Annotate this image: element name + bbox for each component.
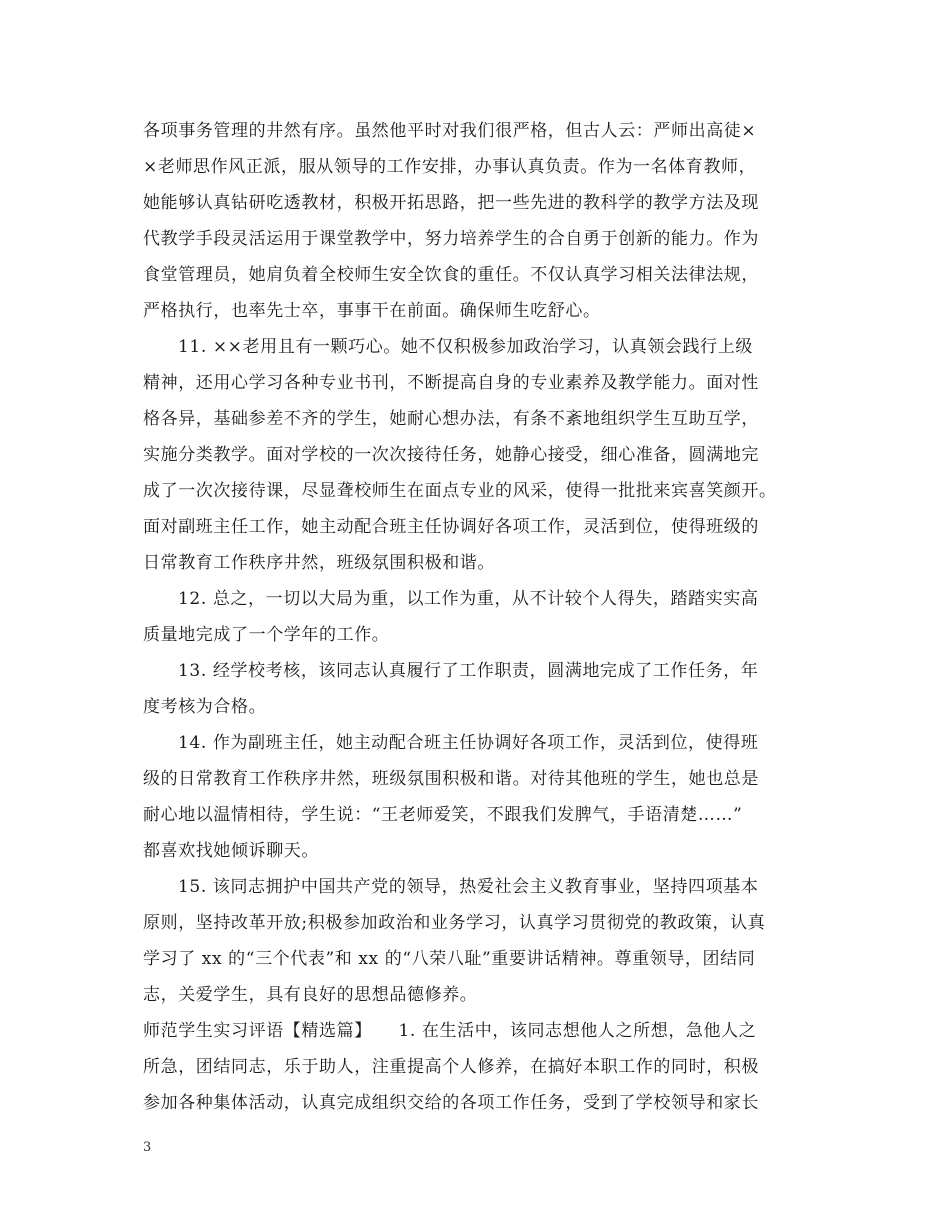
- text-line: 质量地完成了一个学年的工作。: [143, 625, 390, 645]
- text-line: 代教学手段灵活运用于课堂教学中，努力培养学生的合自勇于创新的能力。作为: [143, 229, 759, 249]
- paragraph-13-start: 13. 经学校考核，该同志认真履行了工作职责，圆满地完成了工作任务，年: [178, 661, 759, 681]
- paragraph-11-start: 11. ××老用且有一颗巧心。她不仅积极参加政治学习，认真领会践行上级: [178, 337, 753, 357]
- text-line: 志，关爱学生，具有良好的思想品德修养。: [143, 985, 478, 1005]
- text-line: 各项事务管理的井然有序。虽然他平时对我们很严格，但古人云：严师出高徒×: [143, 121, 757, 141]
- text-line: 度考核为合格。: [143, 697, 267, 717]
- paragraph-12-start: 12. 总之，一切以大局为重，以工作为重，从不计较个人得失，踏踏实实高: [178, 589, 759, 609]
- page-number: 3: [143, 1140, 152, 1155]
- text-line: 实施分类教学。面对学校的一次次接待任务，她静心接受，细心准备，圆满地完: [143, 445, 759, 465]
- text-line: ×老师思作风正派，服从领导的工作安排，办事认真负责。作为一名体育教师，: [143, 157, 757, 177]
- text-line: 学习了 xx 的“三个代表”和 xx 的“八荣八耻”重要讲话精神。尊重领导，团结同: [143, 949, 756, 969]
- paragraph-14-start: 14. 作为副班主任，她主动配合班主任协调好各项工作，灵活到位，使得班: [178, 733, 759, 753]
- text-line: 精神，还用心学习各种专业书刊，不断提高自身的专业素养及教学能力。面对性: [143, 373, 759, 393]
- text-line: 都喜欢找她倾诉聊天。: [143, 841, 319, 861]
- text-line: 她能够认真钻研吃透教材，积极开拓思路，把一些先进的教科学的教学方法及现: [143, 193, 759, 213]
- text-line: 食堂管理员，她肩负着全校师生安全饮食的重任。不仅认真学习相关法律法规，: [143, 265, 759, 285]
- text-line: 格各异，基础参差不齐的学生，她耐心想办法，有条不紊地组织学生互助互学，: [143, 409, 759, 429]
- text-line: 耐心地以温情相待，学生说：“王老师爱笑，不跟我们发脾气，手语清楚……”: [143, 805, 743, 825]
- text-line: 面对副班主任工作，她主动配合班主任协调好各项工作，灵活到位，使得班级的: [143, 517, 759, 537]
- text-line: 日常教育工作秩序井然，班级氛围积极和谐。: [143, 553, 495, 573]
- text-line: 级的日常教育工作秩序井然，班级氛围积极和谐。对待其他班的学生，她也总是: [143, 769, 759, 789]
- text-line: 所急，团结同志，乐于助人，注重提高个人修养，在搞好本职工作的同时，积极: [143, 1057, 759, 1077]
- section-heading-line: 师范学生实习评语【精选篇】 1. 在生活中，该同志想他人之所想，急他人之: [143, 1021, 757, 1041]
- text-line: 成了一次次接待课，尽显聋校师生在面点专业的风采，使得一批批来宾喜笑颜开。: [143, 481, 777, 501]
- text-line: 原则，坚持改革开放;积极参加政治和业务学习，认真学习贯彻党的教政策，认真: [143, 913, 766, 933]
- text-line: 参加各种集体活动，认真完成组织交给的各项工作任务，受到了学校领导和家长: [143, 1093, 759, 1113]
- text-line: 严格执行，也率先士卒，事事干在前面。确保师生吃舒心。: [143, 301, 601, 321]
- paragraph-15-start: 15. 该同志拥护中国共产党的领导，热爱社会主义教育事业，坚持四项基本: [178, 877, 759, 897]
